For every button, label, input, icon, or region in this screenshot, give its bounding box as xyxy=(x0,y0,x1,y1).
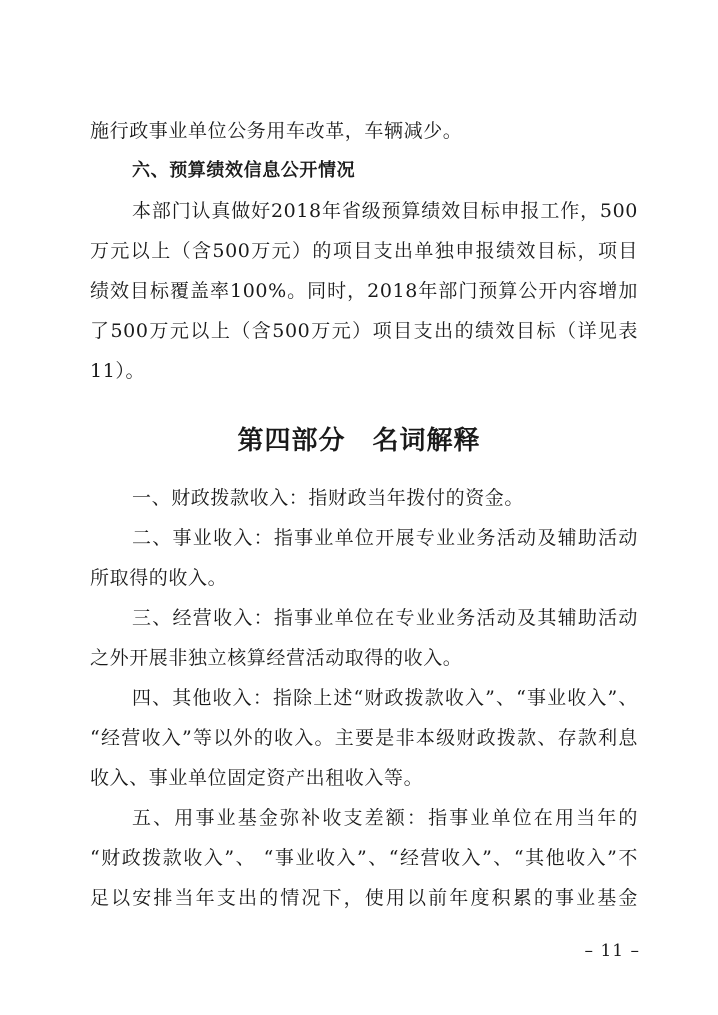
paragraph-line: 一、财政拨款收入：指财政当年拨付的资金。 xyxy=(132,487,525,509)
page-number: – 11 – xyxy=(584,941,640,961)
paragraph-line: 施行政事业单位公务用车改革，车辆减少。 xyxy=(90,120,463,142)
paragraph-line: 收入、事业单位固定资产出租收入等。 xyxy=(90,767,424,789)
paragraph-line: 五、用事业基金弥补收支差额：指事业单位在用当年的 xyxy=(132,807,638,829)
paragraph-line: 本部门认真做好2018年省级预算绩效目标申报工作，500 xyxy=(132,200,638,222)
paragraph-line: 了500万元以上（含500万元）项目支出的绩效目标（详见表 xyxy=(90,320,638,342)
section-subheading: 六、预算绩效信息公开情况 xyxy=(132,160,356,181)
paragraph-line: 四、其他收入：指除上述“财政拨款收入”、“事业收入”、 xyxy=(132,687,638,709)
paragraph-line: 万元以上（含500万元）的项目支出单独申报绩效目标，项目 xyxy=(90,240,638,262)
paragraph-line: “经营收入”等以外的收入。主要是非本级财政拨款、存款利息 xyxy=(90,727,638,749)
paragraph-line: 三、经营收入：指事业单位在专业业务活动及其辅助活动 xyxy=(132,607,638,629)
paragraph-line: 11）。 xyxy=(90,360,146,382)
paragraph-line: 二、事业收入：指事业单位开展专业业务活动及辅助活动 xyxy=(132,527,638,549)
paragraph-line: “财政拨款收入”、 “事业收入”、“经营收入”、“其他收入”不 xyxy=(90,847,638,869)
part-title: 第四部分 名词解释 xyxy=(237,426,481,456)
paragraph-line: 绩效目标覆盖率100%。同时，2018年部门预算公开内容增加 xyxy=(90,280,638,302)
paragraph-line: 足以安排当年支出的情况下，使用以前年度积累的事业基金 xyxy=(90,887,638,909)
paragraph-line: 之外开展非独立核算经营活动取得的收入。 xyxy=(90,647,463,669)
paragraph-line: 所取得的收入。 xyxy=(90,567,228,589)
